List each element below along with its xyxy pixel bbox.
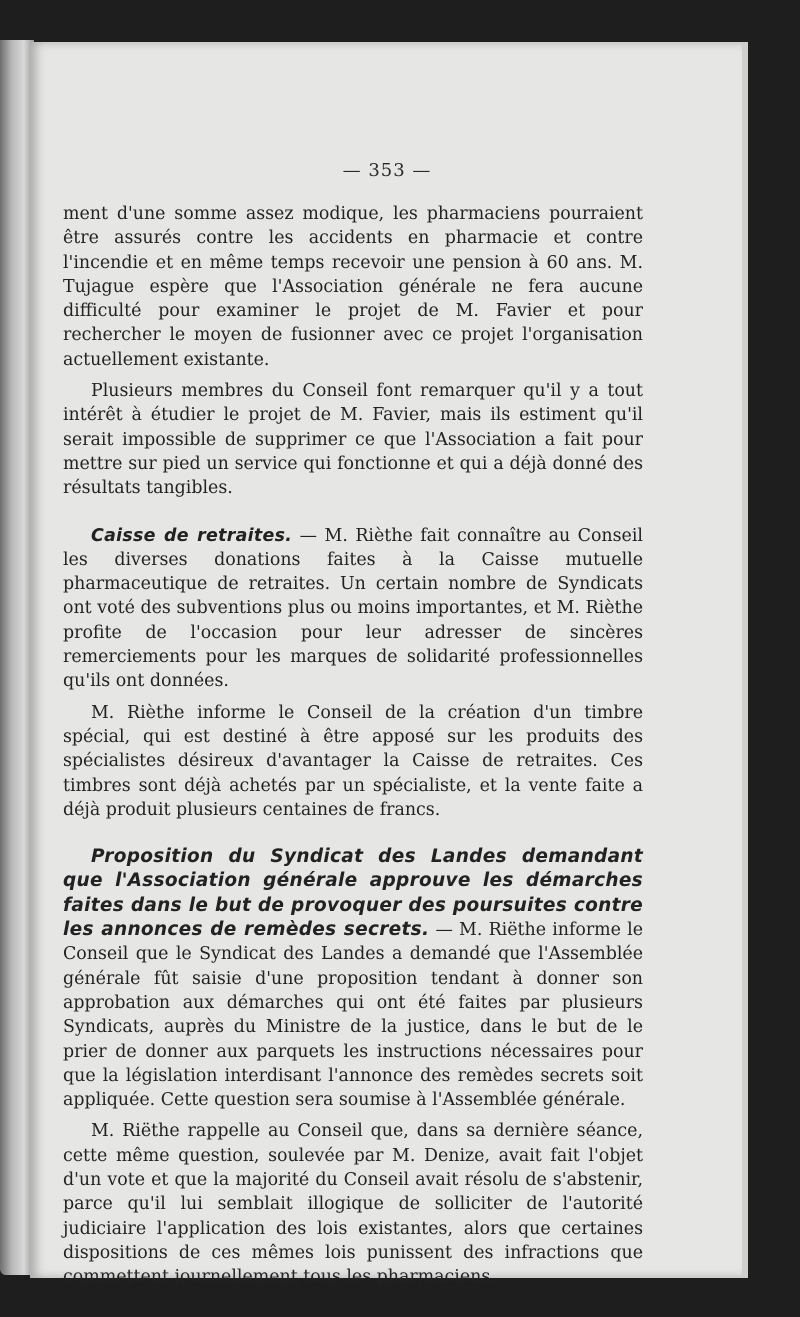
- page-number: — 353 —: [342, 160, 432, 181]
- book-page: [30, 42, 744, 1288]
- paragraph-5-body: — M. Riëthe informe le Conseil que le Syndicat des Landes a demandé que l'Assemblée générale fût saisie d'une proposition tendant à donner son approbation aux démarches qui ont été faites par plusieurs Syndicats, auprès du Ministre de la justice, dans le but de le prier de donner aux parquets les instructions nécessaires pour que la législation interdisant l'annonce des remèdes secrets soit appliquée. Cette question sera soumise à l'Assemblée générale.: [63, 920, 643, 1111]
- paragraph-2: Plusieurs membres du Conseil font remarquer qu'il y a tout intérêt à étudier le projet de M. Favier, mais ils estiment qu'il serait impossible de supprimer ce que l'Association a fait pour mettre sur pied un service qui fonctionne et qui a déjà donné des résultats tangibles.: [63, 381, 643, 499]
- paragraph-3: [63, 524, 643, 694]
- page-right-edge: [742, 42, 748, 1278]
- paragraph-3-body: — M. Rièthe fait connaître au Conseil les diverses donations faites à la Caisse mutuelle pharmaceutique de retraites. Un certain nombre de Syndicats ont voté des subventions plus ou moins importantes, et M. Rièthe profite de l'occasion pour leur adresser de sincères remerciements pour les marques de solidarité professionnelles qu'ils ont données.: [63, 525, 643, 692]
- paragraph-5: [63, 845, 643, 1112]
- paragraph-6: M. Riëthe rappelle au Conseil que, dans sa dernière séance, cette même question, soulevée par M. Denize, avait fait l'objet d'un vote et que la majorité du Conseil avait résolu de s'abstenir, parce qu'il lui semblait illogique de solliciter de l'autorité judiciaire l'application des lois existantes, alors que certaines dispositions de ces mêmes lois punissent des infractions que commettent journellement tous les pharmaciens.: [63, 1121, 643, 1288]
- paragraph-4: M. Rièthe informe le Conseil de la création d'un timbre spécial, qui est destiné à être apposé sur les produits des spécialistes désireux d'avantager la Caisse de retraites. Ces timbres sont déjà achetés par un spécialiste, et la vente faite a déjà produit plusieurs centaines de francs.: [63, 702, 643, 820]
- left-page-edge: [0, 40, 34, 1275]
- section-heading-caisse-de-retraites: Caisse de retraites.: [91, 525, 293, 546]
- page-body: [63, 202, 643, 1289]
- section-heading-proposition-syndicat-landes: Proposition du Syndicat des Landes demandant que l'Association générale approuve les démarches faites dans le but de provoquer des poursuites contre les annonces de remèdes secrets.: [63, 846, 643, 941]
- paragraph-1: ment d'une somme assez modique, les pharmaciens pourraient être assurés contre les accidents en pharmacie et contre l'incendie et en même temps recevoir une pension à 60 ans. M. Tujague espère que l'Association générale ne fera aucune difficulté pour examiner le projet de M. Favier et pour rechercher le moyen de fusionner avec ce projet l'organisation actuellement existante.: [63, 204, 643, 370]
